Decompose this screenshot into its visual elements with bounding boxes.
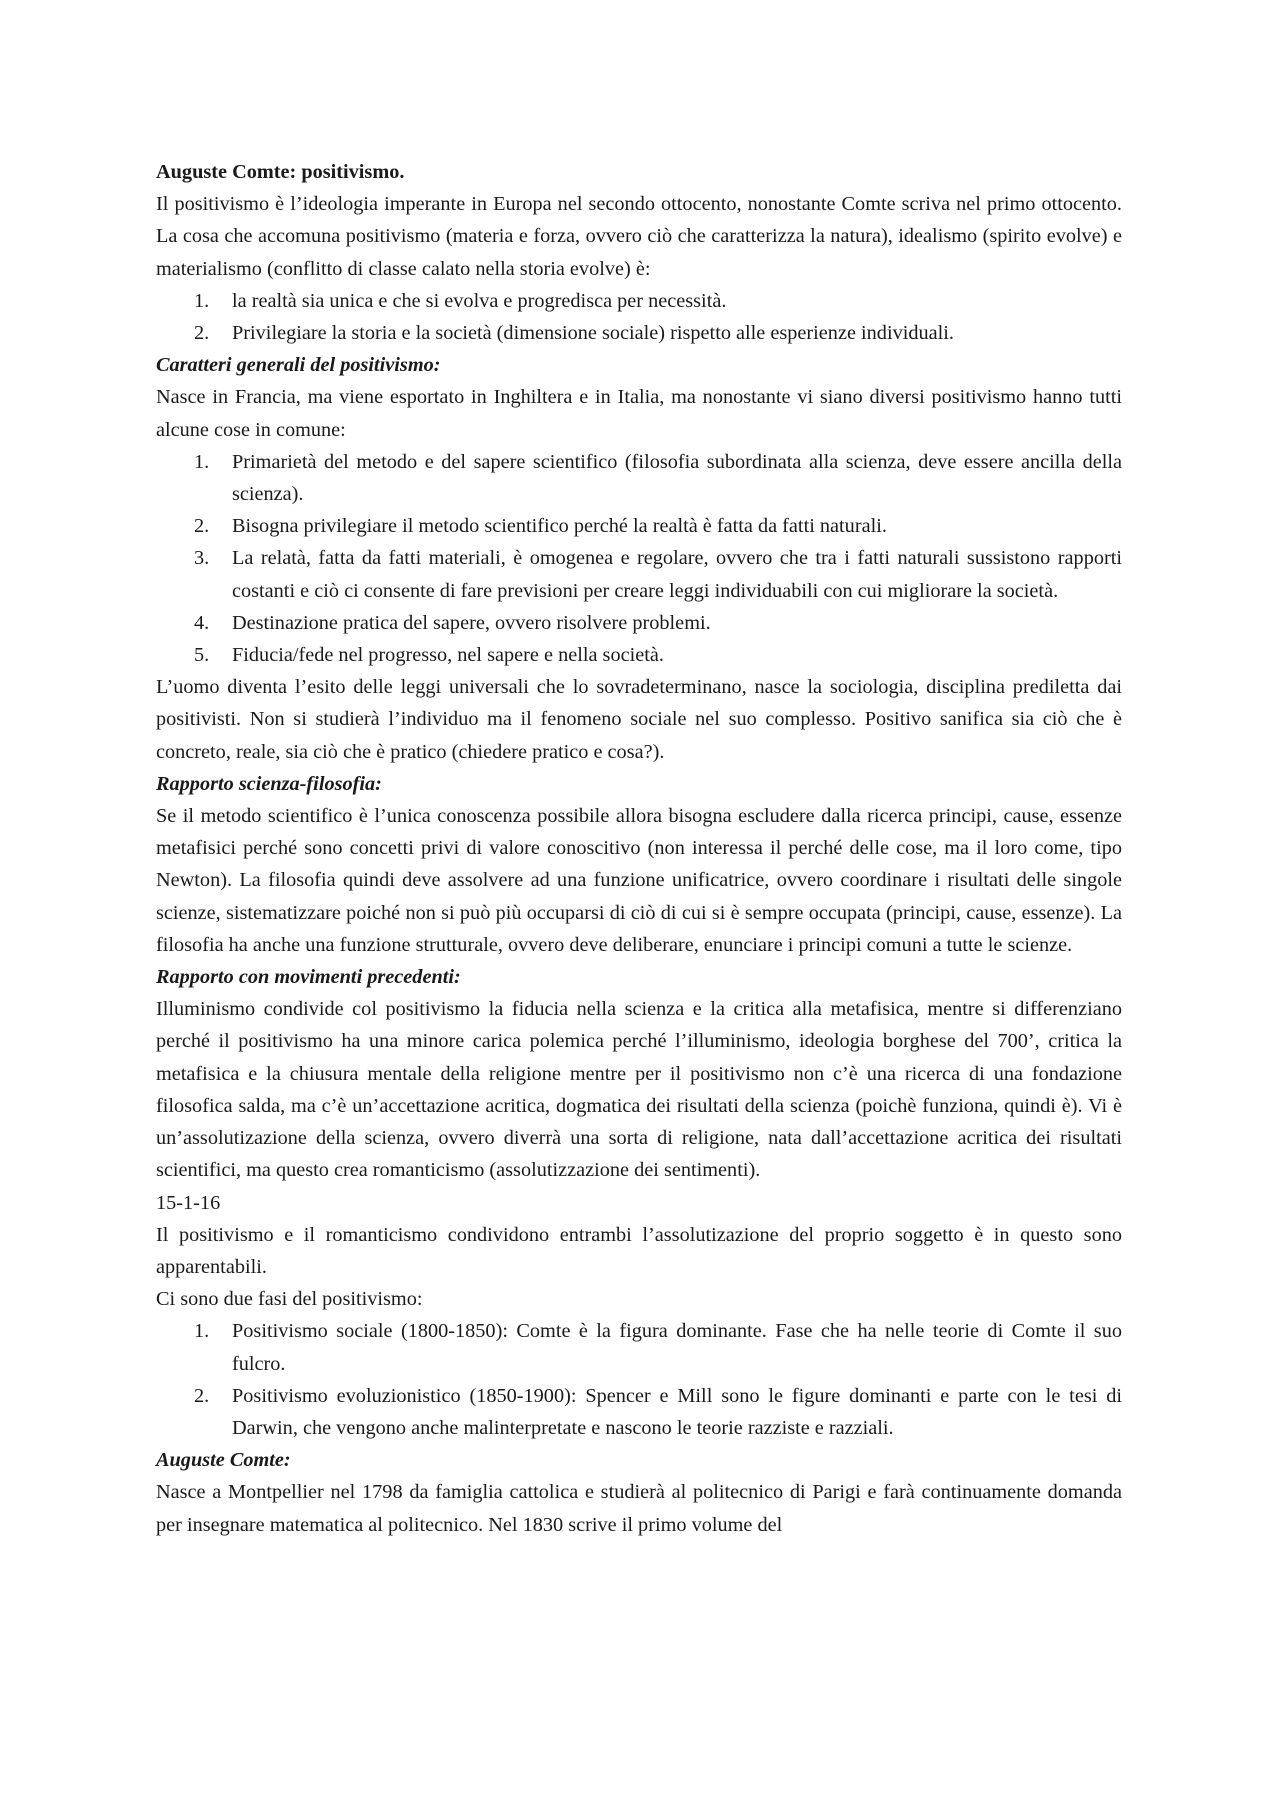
list-number: 3.: [194, 547, 210, 570]
comte-paragraph: Nasce a Montpellier nel 1798 da famiglia cattolica e studierà al politecnico di Parigi e farà continuamente domanda per insegnare matematica al politecnico. Nel 1830 scrive il primo volume del: [156, 1481, 1122, 1536]
list-number: 2.: [194, 1384, 210, 1407]
list-item: [156, 285, 1122, 317]
list-item: [156, 1315, 1122, 1379]
list-item: [156, 542, 1122, 606]
common-traits-list: [156, 285, 1122, 349]
list-item: [156, 510, 1122, 542]
list-item-text: Privilegiare la storia e la società (dimensione sociale) rispetto alle esperienze individuali.: [232, 322, 954, 345]
list-item-text: Fiducia/fede nel progresso, nel sapere e nella società.: [232, 644, 664, 667]
list-number: 2.: [194, 322, 210, 345]
list-item: [156, 1380, 1122, 1444]
list-item: [156, 639, 1122, 671]
list-number: 2.: [194, 515, 210, 538]
list-item-text: Positivismo sociale (1800-1850): Comte è la figura dominante. Fase che ha nelle teorie di Comte il suo fulcro.: [232, 1320, 1122, 1375]
list-item-text: la realtà sia unica e che si evolva e progredisca per necessità.: [232, 289, 727, 312]
list-number: 1.: [194, 289, 210, 312]
list-item-text: Positivismo evoluzionistico (1850-1900): Spencer e Mill sono le figure dominanti e parte con le tesi di Darwin, che vengono anche malinterpretate e nascono le teorie razziste e razziali.: [232, 1384, 1122, 1439]
document-title: Auguste Comte: positivismo.: [156, 161, 405, 183]
list-item-text: Bisogna privilegiare il metodo scientifico perché la realtà è fatta da fatti naturali.: [232, 515, 887, 538]
list-item-text: Primarietà del metodo e del sapere scientifico (filosofia subordinata alla scienza, deve essere ancilla della scienza).: [232, 450, 1122, 506]
heading-rapporto-scienza-filosofia: Rapporto scienza-filosofia:: [156, 772, 382, 795]
list-number: 5.: [194, 644, 210, 667]
list-number: 4.: [194, 611, 210, 634]
heading-auguste-comte: Auguste Comte:: [156, 1449, 291, 1472]
caratteri-list: [156, 446, 1122, 671]
list-item-text: Destinazione pratica del sapere, ovvero risolvere problemi.: [232, 611, 711, 634]
rapporto-sf-paragraph: Se il metodo scientifico è l’unica conoscenza possibile allora bisogna escludere dalla ricerca principi, cause, essenze metafisici perché sono concetti privi di valore conoscitivo (non interessa il perché delle cose, ma il loro come, tipo Newton). La filosofia quindi deve assolvere ad una funzione unificatrice, ovvero coordinare i risultati delle singole scienze, sistematizzare poiché non si può più occuparsi di ciò di cui si è sempre occupata (principi, cause, essenze). La filosofia ha anche una funzione strutturale, ovvero deve deliberare, enunciare i principi comuni a tutte le scienze.: [156, 805, 1122, 956]
intro-paragraph: Il positivismo è l’ideologia imperante in Europa nel secondo ottocento, nonostante Comte scriva nel primo ottocento. La cosa che accomuna positivismo (materia e forza, ovvero ciò che caratterizza la natura), idealismo (spirito evolve) e materialismo (conflitto di classe calato nella storia evolve) è:: [156, 193, 1122, 280]
list-item: [156, 607, 1122, 639]
list-number: 1.: [194, 450, 210, 473]
list-item: [156, 317, 1122, 349]
rapporto-mp-paragraph: Illuminismo condivide col positivismo la fiducia nella scienza e la critica alla metafisica, mentre si differenziano perché il positivismo ha una minore carica polemica perché l’illuminismo, ideologia borghese del 700’, critica la metafisica e la chiusura mentale della religione mentre per il positivismo non c’è una ricerca di una fondazione filosofica salda, ma c’è un’accettazione acritica, dogmatica dei risultati della scienza (poichè funziona, quindi è). Vi è un’assolutizazione della scienza, ovvero diverrà una sorta di religione, nata dall’accettazione acritica dei risultati scientifici, ma questo crea romanticismo (assolutizzazione dei sentimenti).: [156, 998, 1122, 1182]
list-item: [156, 446, 1122, 510]
list-item-text: La relatà, fatta da fatti materiali, è omogenea e regolare, ovvero che tra i fatti naturali sussistono rapporti costanti e ciò ci consente di fare previsioni per creare leggi individuabili con cui migliorare la società.: [232, 547, 1122, 602]
date-line: 15-1-16: [156, 1191, 221, 1214]
caratteri-intro: Nasce in Francia, ma viene esportato in Inghiltera e in Italia, ma nonostante vi siano diversi positivismo hanno tutti alcune cose in comune:: [156, 386, 1122, 441]
fasi-intro: Ci sono due fasi del positivismo:: [156, 1288, 423, 1311]
uomo-paragraph: L’uomo diventa l’esito delle leggi universali che lo sovradeterminano, nasce la sociologia, disciplina prediletta dai positivisti. Non si studierà l’individuo ma il fenomeno sociale nel suo complesso. Positivo sanifica sia ciò che è concreto, reale, sia ciò che è pratico (chiedere pratico e cosa?).: [156, 676, 1122, 763]
romanticismo-paragraph: Il positivismo e il romanticismo condividono entrambi l’assolutizazione del proprio soggetto è in questo sono apparentabili.: [156, 1223, 1122, 1278]
list-number: 1.: [194, 1320, 210, 1343]
heading-caratteri: Caratteri generali del positivismo:: [156, 354, 441, 377]
document-page: [156, 156, 1122, 1541]
heading-rapporto-movimenti: Rapporto con movimenti precedenti:: [156, 966, 461, 989]
fasi-list: [156, 1315, 1122, 1444]
